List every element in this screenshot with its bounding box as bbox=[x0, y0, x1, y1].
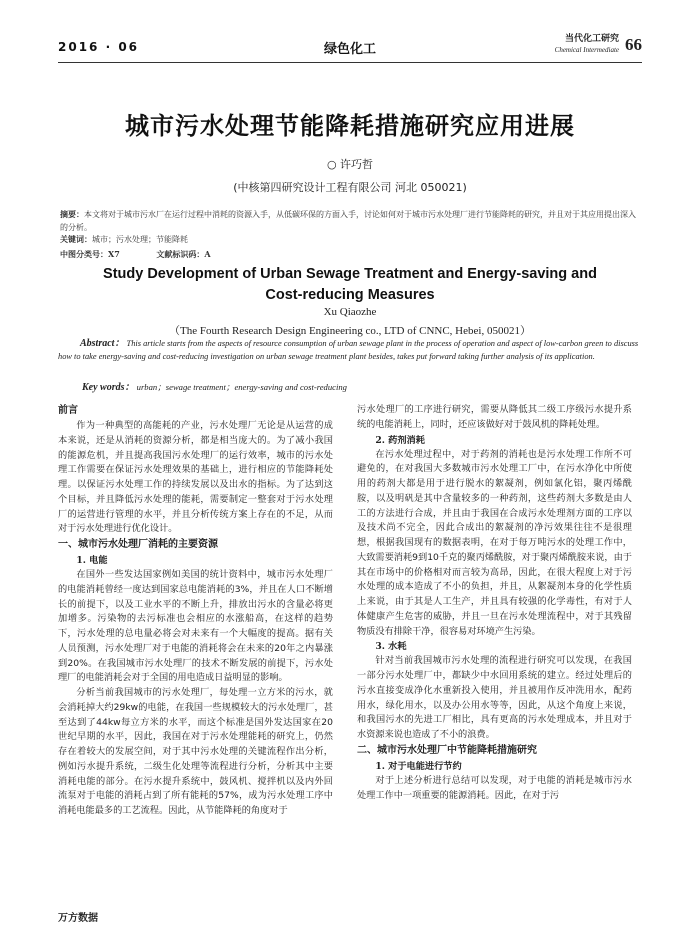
doc-code-label: 文献标识码： bbox=[156, 249, 205, 259]
section-2-1-heading: 1. 对于电能进行节约 bbox=[375, 760, 462, 772]
article-title-cn: 城市污水处理节能降耗措施研究应用进展 bbox=[125, 112, 575, 140]
author-cn: ○ 许巧哲 bbox=[326, 158, 374, 171]
author-en: Xu Qiaozhe bbox=[323, 306, 377, 318]
journal-logo-cn: 当代化工研究 bbox=[564, 34, 619, 44]
clc-value: X7 bbox=[108, 249, 120, 259]
keywords-cn-text: 城市；污水处理；节能降耗 bbox=[92, 235, 188, 244]
body-column-left bbox=[58, 403, 333, 819]
running-header bbox=[58, 34, 642, 64]
classification bbox=[60, 249, 211, 260]
affiliation-cn: (中核第四研究设计工程有限公司 河北 050021) bbox=[233, 181, 467, 194]
section-1-1-paragraph-2: 分析当前我国城市的污水处理厂，每处理一立方米的污水，就会消耗掉大约29kw的电能，在我国一些规模较大的污水处理厂，甚至达到了44kw每立方米的水平，而这个标准是国外发达国家在20世纪早期的水平，因此，我国在对于污水处理能耗的研究上，仍然存在着较大的发展空间，对于其中污水处理的关键流程作出分析，例如污水提升系统，二级生化处理等流程进行分析，分析其中主要消耗电能的部分。在污水提升系统中，鼓风机、搅拌机以及内外回流泵对于电能的消耗占到了所有能耗的57%，成为污水处理工序中消耗电能最多的工艺流程。因此，从节能降耗的角度对于 bbox=[58, 687, 333, 816]
continued-paragraph: 污水处理厂的工序进行研究，需要从降低其二级工序级污水提升系统的电能消耗上，同时，还应该做好对于鼓风机的降耗处理。 bbox=[357, 404, 632, 430]
abstract-cn-text: 本文将对于城市污水厂在运行过程中消耗的资源入手，从低碳环保的方面入手，讨论如何对于城市污水处理厂进行节能降耗的研究，并且对于其应用提出深入的分析。 bbox=[60, 210, 636, 232]
preface-paragraph: 作为一种典型的高能耗的产业，污水处理厂无论是从运营的成本来说，还是从消耗的资源分析，都是相当庞大的。为了减小我国的能源危机，并且提高我国污水处理厂的运行效率，城市的污水处理工作需要在保证污水处理效果的基础上，进行相应的节能降耗处理。以保证污水处理工作的持续发展以及出水的指标。为了达到这个目标，并且降低污水处理的能耗，需要制定一整套对于污水处理厂的运营进行管理的水平，并且分析传统方案上存在的不足，从而对于污水处理进行优化设计。 bbox=[58, 420, 333, 535]
affiliation-en: （The Fourth Research Design Engineering co., LTD of CNNC, Hebei, 050021） bbox=[169, 325, 531, 337]
section-1-2-heading: 2. 药剂消耗 bbox=[375, 434, 425, 446]
abstract-en-label: Abstract bbox=[80, 338, 115, 349]
keywords-cn bbox=[60, 234, 188, 245]
journal-logo-en: Chemical Intermediate bbox=[554, 46, 619, 54]
issue-date: 2016 · 06 bbox=[58, 40, 140, 54]
section-2-heading: 二、城市污水处理厂中节能降耗措施研究 bbox=[357, 744, 537, 756]
abstract-en: Abstract： This article starts from the aspects of resource consumption of urban sewage plant in the process of operation and aspect of low-carbon green to discuss how to take energy-saving and cost-reducing investigation on urban sewage treatment plant besides, takes put forward taking further analysis of its application. bbox=[58, 338, 639, 361]
section-1-3-paragraph: 针对当前我国城市污水处理的流程进行研究可以发现，在我国一部分污水处理厂中，都缺少中水回用系统的建立。经过处理后的污水直接变成净化水重新投入使用，并且被用作反冲洗用水，配药用水，绿化用水，以及办公用水等等，因此，从这个角度上来说，和我国污水的先进工厂相比，具有更高的污水处理成本，并且对于水资源来说也造成了不小的浪费。 bbox=[357, 655, 632, 740]
keywords-cn-label: 关键词： bbox=[60, 234, 92, 244]
section-1-2-paragraph: 在污水处理过程中，对于药剂的消耗也是污水处理工作所不可避免的，在对我国大多数城市污水处理工厂中，在污水净化中所使用的药剂大都是用于进行脱水的絮凝剂，例如氯化铝，聚丙烯酰胺，以及明矾是其中含量较多的一种药剂，这些药剂大多数是由人工的方法进行合成，并且由于我国在合成污水处理剂方面的工序以及技术尚不完全，因此合成出的絮凝剂的净污效果往往不是很理想，根据我国现有的数据表明，在对于每万吨污水的处理工作中，大致需要消耗9到10千克的聚丙烯酰胺，对于聚丙烯酰胺来说，由于其在市场中的价格相对而言较为高昂，因此，在很大程度上对于污水处理的成本造成了不小的负担，并且，从絮凝剂本身的化学性质上来说，由于其是人工生产，并且具有较强的化学毒性，有对于人体健康产生危害的威胁，并且一旦在污水处理流程中，对于其残留物质没有排除干净，很容易对环境产生污染。 bbox=[357, 448, 632, 637]
keywords-en-text: urban；sewage treatment；energy-saving and cost-reducing bbox=[136, 382, 347, 392]
preface-heading: 前言 bbox=[58, 405, 78, 416]
journal-section: 绿色化工 bbox=[323, 42, 376, 57]
section-1-1-heading: 1. 电能 bbox=[76, 555, 108, 566]
header-right bbox=[555, 34, 642, 56]
section-2-1-paragraph: 对于上述分析进行总结可以发现，对于电能的消耗是城市污水处理工作中一项重要的能源消耗。因此，在对于污 bbox=[357, 774, 632, 801]
section-1-3-heading: 3. 水耗 bbox=[375, 641, 407, 653]
journal-logo bbox=[555, 34, 619, 56]
article-title-en: Study Development of Urban Sewage Treatment and Energy-saving and Cost-reducing Measures bbox=[103, 266, 597, 303]
footer-watermark: 万方数据 bbox=[58, 913, 98, 924]
keywords-en: Key words： urban；sewage treatment；energy-saving and cost-reducing bbox=[82, 382, 347, 393]
keywords-en-label: Key words bbox=[82, 382, 125, 393]
clc-label: 中图分类号： bbox=[60, 249, 108, 259]
header-divider bbox=[58, 62, 642, 63]
section-1-heading: 一、城市污水处理厂消耗的主要资源 bbox=[58, 539, 218, 550]
abstract-cn bbox=[60, 208, 642, 234]
page-number: 66 bbox=[625, 35, 642, 54]
section-1-1-paragraph-1: 在国外一些发达国家例如美国的统计资料中，城市污水处理厂的电能消耗曾经一度达到国家总电能消耗的3%，并且在人口不断增长的前提下，以及工业水平的不断上升，排放出污水的含量必将更加增多。污染物的去污标准也会相应的水涨船高，在这样的趋势下，污水处理的总电量必将会对未来有一个大幅度的提高。据有关人员预测，污水处理厂对于电能的消耗将会在未来的20年之内暴涨到20%。在我国城市污水处理厂的技术不断发展的前提下，污水处理厂的电能消耗会对于全国的用电造成日益明显的影响。 bbox=[58, 569, 333, 684]
body-column-right bbox=[357, 403, 632, 803]
abstract-cn-label: 摘要： bbox=[60, 209, 84, 219]
abstract-en-text: This article starts from the aspects of resource consumption of urban sewage plant in the process of operation and aspect of low-carbon green to discuss how to take energy-saving and cost-reducing investigation on urban sewage treatment plant besides, takes put forward taking further analysis of its application. bbox=[58, 339, 639, 361]
doc-code-value: A bbox=[204, 249, 211, 259]
